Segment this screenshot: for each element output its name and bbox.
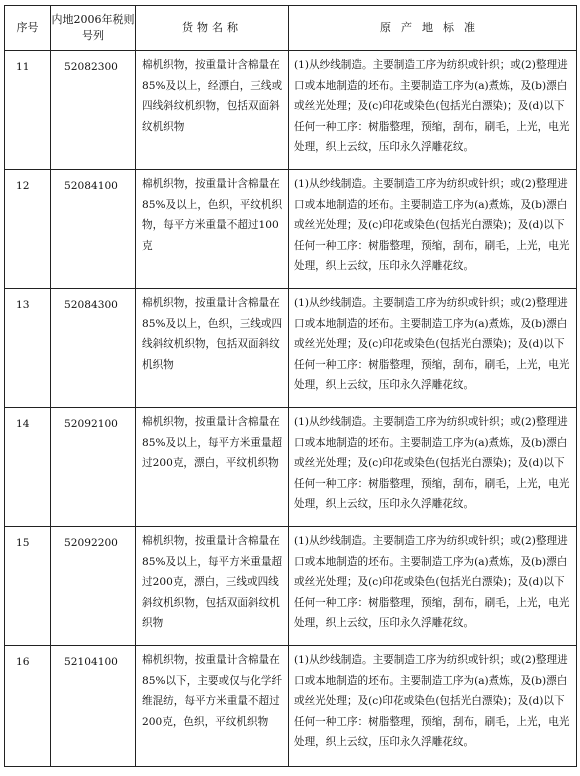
header-seq: 序号	[5, 6, 51, 51]
row-origin-criteria: (1)从纱线制造。主要制造工序为纺织或针织；或(2)整理进口或本地制造的坯布。主要制造工序为(a)煮炼，及(b)漂白或丝光处理；及(c)印花或染色(包括光白漂染)；及(d)以下任何一种工序：树脂整理，预缩，刮布，刷毛，上光，电光处理，织上云纹，压印永久浮雕花纹。	[289, 646, 577, 767]
row-goods-description: 棉机织物，按重量计含棉量在85%及以上，经漂白，三线或四线斜纹机织物，包括双面斜纹机织物	[136, 51, 289, 170]
row-origin-criteria: (1)从纱线制造。主要制造工序为纺织或针织；或(2)整理进口或本地制造的坯布。主要制造工序为(a)煮炼，及(b)漂白或丝光处理；及(c)印花或染色(包括光白漂染)；及(d)以下任何一种工序：树脂整理，预缩，刮布，刷毛，上光，电光处理，织上云纹，压印永久浮雕花纹。	[289, 408, 577, 527]
header-origin-criteria: 原产地标准	[289, 6, 577, 51]
row-goods-description: 棉机织物，按重量计含棉量在85%及以上，色织，平纹机织物，每平方米重量不超过100克	[136, 170, 289, 289]
row-goods-description: 棉机织物，按重量计含棉量在85%及以上，每平方米重量超过200克，漂白，三线或四线斜纹机织物，包括双面斜纹机织物	[136, 527, 289, 646]
row-goods-description: 棉机织物，按重量计含棉量在85%以下，主要或仅与化学纤维混纺，每平方米重量不超过200克，色织，平纹机织物	[136, 646, 289, 767]
row-tariff-code: 52084300	[51, 289, 136, 408]
table-row	[5, 527, 577, 646]
table-row	[5, 408, 577, 527]
table-row	[5, 51, 577, 170]
origin-rules-table	[4, 5, 577, 767]
header-tariff-code: 内地2006年税则号列	[51, 6, 136, 51]
table-row	[5, 646, 577, 767]
row-tariff-code: 52092200	[51, 527, 136, 646]
row-goods-description: 棉机织物，按重量计含棉量在85%及以上，每平方米重量超过200克，漂白，平纹机织物	[136, 408, 289, 527]
row-tariff-code: 52082300	[51, 51, 136, 170]
row-seq: 15	[5, 527, 51, 646]
row-tariff-code: 52092100	[51, 408, 136, 527]
row-goods-description: 棉机织物，按重量计含棉量在85%及以上，色织，三线或四线斜纹机织物，包括双面斜纹机织物	[136, 289, 289, 408]
document-page	[4, 5, 576, 771]
row-seq: 14	[5, 408, 51, 527]
row-origin-criteria: (1)从纱线制造。主要制造工序为纺织或针织；或(2)整理进口或本地制造的坯布。主要制造工序为(a)煮炼，及(b)漂白或丝光处理；及(c)印花或染色(包括光白漂染)；及(d)以下任何一种工序：树脂整理，预缩，刮布，刷毛，上光，电光处理，织上云纹，压印永久浮雕花纹。	[289, 51, 577, 170]
row-seq: 12	[5, 170, 51, 289]
row-tariff-code: 52084100	[51, 170, 136, 289]
table-header-row	[5, 6, 577, 51]
row-seq: 16	[5, 646, 51, 767]
row-tariff-code: 52104100	[51, 646, 136, 767]
row-origin-criteria: (1)从纱线制造。主要制造工序为纺织或针织；或(2)整理进口或本地制造的坯布。主要制造工序为(a)煮炼，及(b)漂白或丝光处理；及(c)印花或染色(包括光白漂染)；及(d)以下任何一种工序：树脂整理，预缩，刮布，刷毛，上光，电光处理，织上云纹，压印永久浮雕花纹。	[289, 170, 577, 289]
table-row	[5, 170, 577, 289]
row-seq: 11	[5, 51, 51, 170]
table-row	[5, 289, 577, 408]
row-origin-criteria: (1)从纱线制造。主要制造工序为纺织或针织；或(2)整理进口或本地制造的坯布。主要制造工序为(a)煮炼，及(b)漂白或丝光处理；及(c)印花或染色(包括光白漂染)；及(d)以下任何一种工序：树脂整理，预缩，刮布，刷毛，上光，电光处理，织上云纹，压印永久浮雕花纹。	[289, 289, 577, 408]
header-goods-name: 货物名称	[136, 6, 289, 51]
row-origin-criteria: (1)从纱线制造。主要制造工序为纺织或针织；或(2)整理进口或本地制造的坯布。主要制造工序为(a)煮炼，及(b)漂白或丝光处理；及(c)印花或染色(包括光白漂染)；及(d)以下任何一种工序：树脂整理，预缩，刮布，刷毛，上光，电光处理，织上云纹，压印永久浮雕花纹。	[289, 527, 577, 646]
row-seq: 13	[5, 289, 51, 408]
